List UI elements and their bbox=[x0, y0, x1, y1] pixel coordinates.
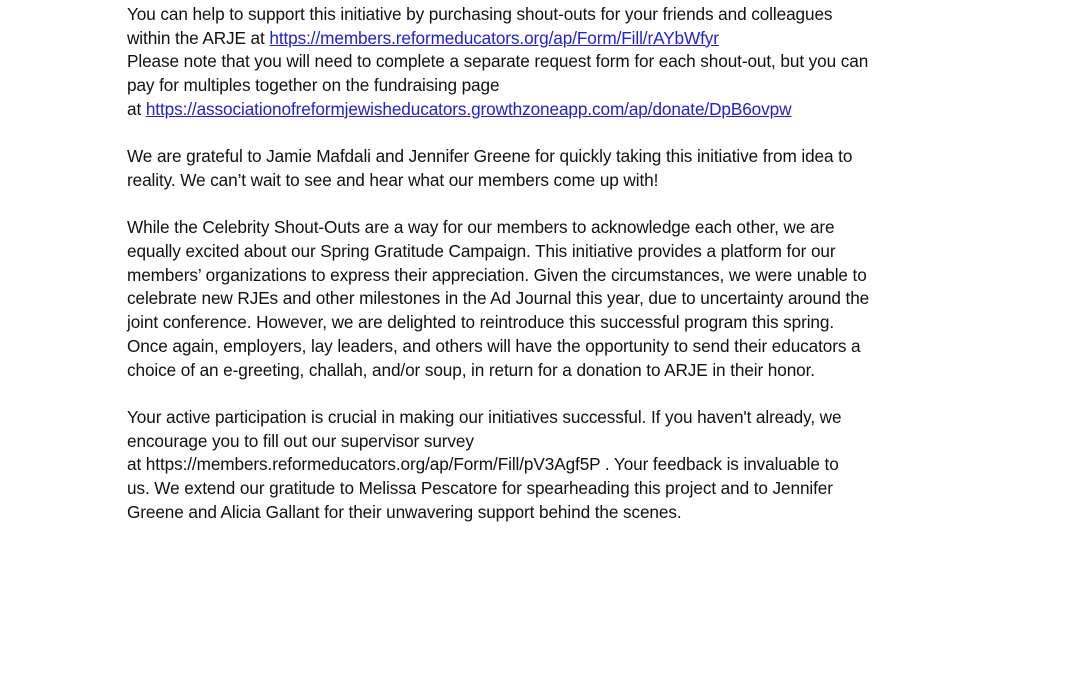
paragraph-survey bbox=[127, 406, 957, 525]
text-line: Greene and Alicia Gallant for their unwavering support behind the scenes. bbox=[127, 501, 682, 522]
text-line: Please note that you will need to complete a separate request form for each shout-out, but you can bbox=[127, 51, 869, 72]
text-line: at https://members.reformeducators.org/ap/Form/Fill/pV3Agf5P . Your feedback is invaluable to bbox=[127, 454, 839, 475]
text-line: choice of an e-greeting, challah, and/or soup, in return for a donation to ARJE in their honor. bbox=[127, 359, 815, 380]
text-line bbox=[127, 27, 957, 51]
shout-out-form-link[interactable]: https://members.reformeducators.org/ap/Form/Fill/rAYbWfyr bbox=[269, 27, 719, 48]
text-line: We are grateful to Jamie Mafdali and Jennifer Greene for quickly taking this initiative from idea to bbox=[127, 146, 853, 167]
paragraph-shout-outs bbox=[127, 3, 957, 122]
text-line: equally excited about our Spring Gratitude Campaign. This initiative provides a platform for our bbox=[127, 241, 836, 261]
text-line: While the Celebrity Shout-Outs are a way for our members to acknowledge each other, we are bbox=[127, 217, 835, 238]
text-line: members’ organizations to express their appreciation. Given the circumstances, we were unable to bbox=[127, 264, 867, 285]
text-line bbox=[127, 98, 957, 122]
text-line: encourage you to fill out our supervisor survey bbox=[127, 430, 474, 451]
paragraph-gratitude-campaign bbox=[127, 216, 957, 382]
text-segment: at bbox=[127, 98, 146, 119]
text-line: reality. We can’t wait to see and hear what our members come up with! bbox=[127, 169, 659, 190]
text-line: Your active participation is crucial in making our initiatives successful. If you haven't already, we bbox=[127, 406, 842, 427]
text-line: joint conference. However, we are delighted to reintroduce this successful program this spring. bbox=[127, 312, 835, 333]
document-body bbox=[127, 3, 957, 548]
text-line: pay for multiples together on the fundraising page bbox=[127, 75, 500, 96]
text-segment: within the ARJE at bbox=[127, 27, 270, 48]
text-line: Once again, employers, lay leaders, and others will have the opportunity to send their educators a bbox=[127, 335, 861, 356]
text-line: us. We extend our gratitude to Melissa Pescatore for spearheading this project and to Jennifer bbox=[127, 478, 833, 499]
text-line: celebrate new RJEs and other milestones in the Ad Journal this year, due to uncertainty around the bbox=[127, 288, 870, 309]
paragraph-thanks bbox=[127, 145, 957, 192]
donate-page-link[interactable]: https://associationofreformjewisheducators.growthzoneapp.com/ap/donate/DpB6ovpw bbox=[145, 98, 792, 119]
text-line: You can help to support this initiative by purchasing shout-outs for your friends and colleagues bbox=[127, 4, 833, 24]
